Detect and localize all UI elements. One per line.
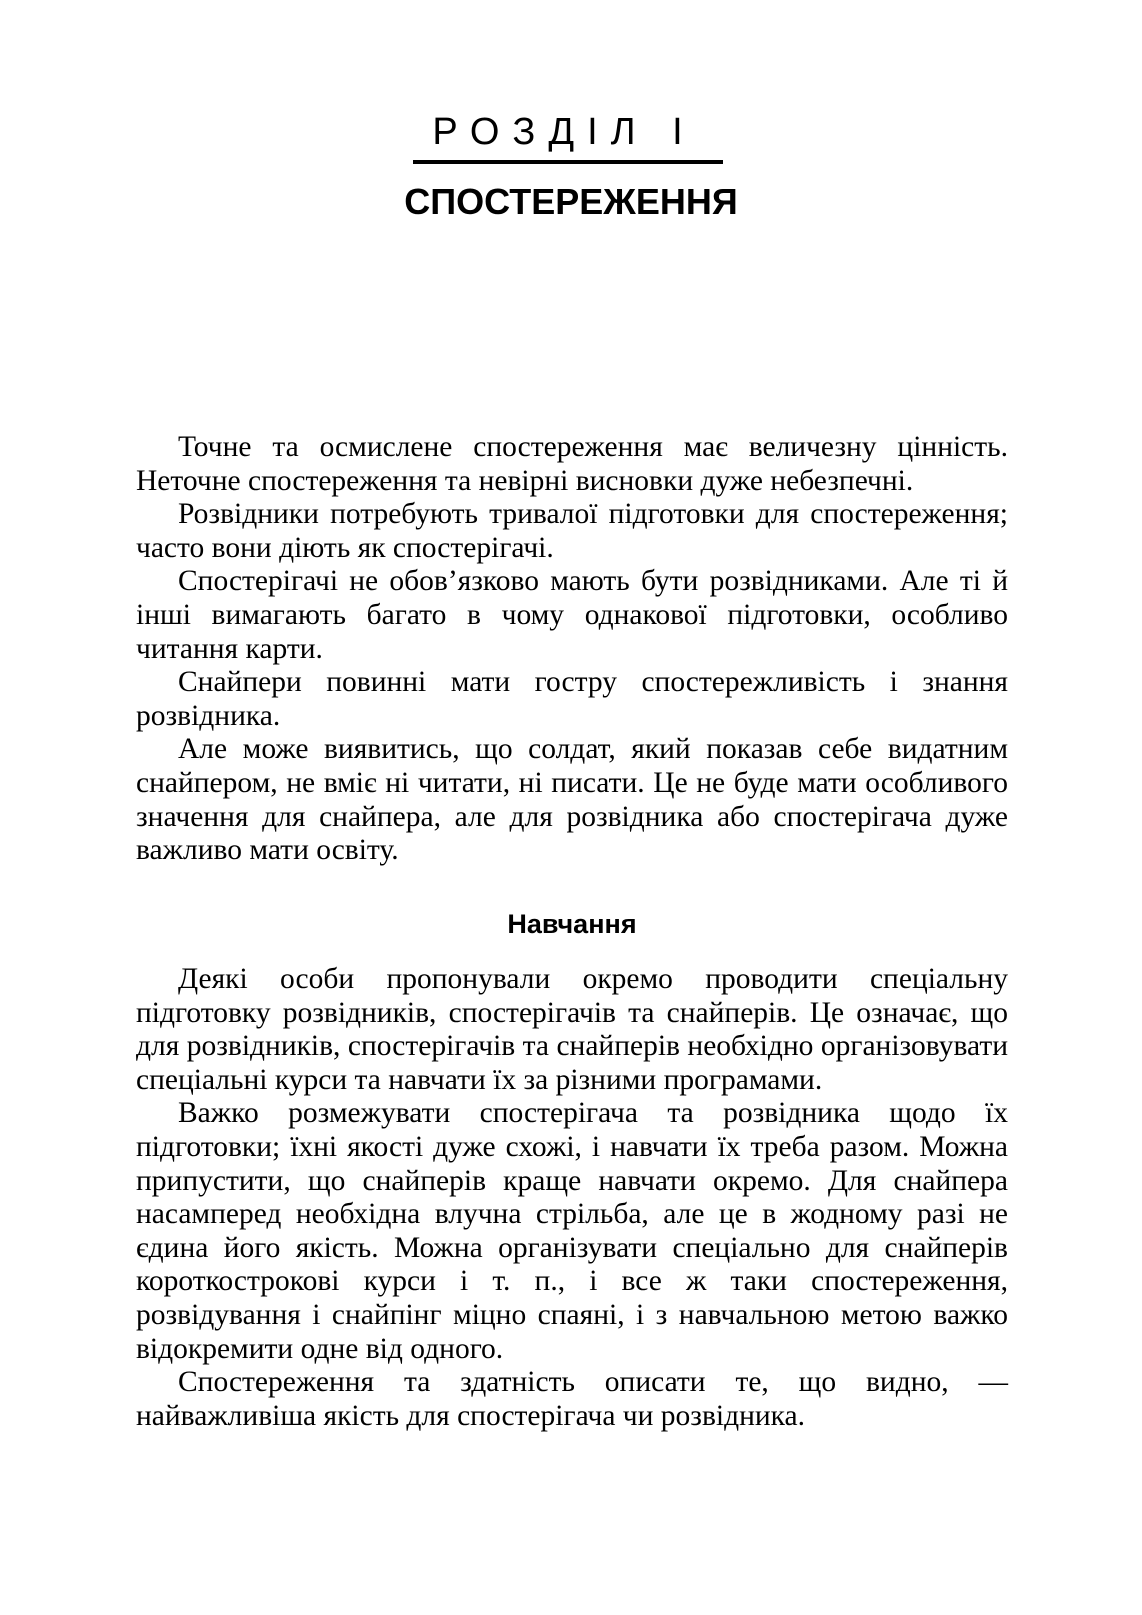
section-heading: Навчання xyxy=(507,909,637,939)
intro-text xyxy=(136,431,1008,868)
chapter-divider xyxy=(413,160,723,164)
section-text xyxy=(136,963,1008,1433)
paragraph: Важко розмежувати спостерігача та розвідника щодо їх підготовки; їхні якості дуже схожі, і навчати їх треба разом. Можна припустити, що снайперів краще навчати окремо. Для снайпера насамперед необхідна влучна стрільба, але це в жодному разі не єдина його якість. Можна організувати спеціально для снайперів короткострокові курси і т. п., і все ж таки спостереження, розвідування і снайпінг міцно спаяні, і з навчальною метою важко відокремити одне від одного. xyxy=(136,1097,1008,1365)
paragraph: Але може виявитись, що солдат, який показав себе видатним снайпером, не вміє ні читати, ні писати. Це не буде мати особливого значення для снайпера, але для розвідника або спостерігача дуже важливо мати освіту. xyxy=(136,733,1008,867)
paragraph: Розвідники потребують тривалої підготовки для спостереження; часто вони діють як спостерігачі. xyxy=(136,498,1008,564)
paragraph: Спостереження та здатність описати те, що видно, — найважливіша якість для спостерігача чи розвідника. xyxy=(136,1366,1008,1432)
paragraph: Спостерігачі не обов’язково мають бути розвідниками. Але ті й інші вимагають багато в чому однакової підготовки, особливо читання карти. xyxy=(136,565,1008,665)
chapter-label: РОЗДІЛ I xyxy=(432,111,696,153)
paragraph: Снайпери повинні мати гостру спостережливість і знання розвідника. xyxy=(136,666,1008,732)
chapter-title: СПОСТЕРЕЖЕННЯ xyxy=(404,181,738,222)
paragraph: Точне та осмислене спостереження має величезну цінність. Неточне спостереження та невірні висновки дуже небезпечні. xyxy=(136,431,1008,497)
paragraph: Деякі особи пропонували окремо проводити спеціальну підготовку розвідників, спостерігачів та снайперів. Це означає, що для розвідників, спостерігачів та снайперів необхідно організовувати спеціальні курси та навчати їх за різними програмами. xyxy=(136,963,1008,1096)
